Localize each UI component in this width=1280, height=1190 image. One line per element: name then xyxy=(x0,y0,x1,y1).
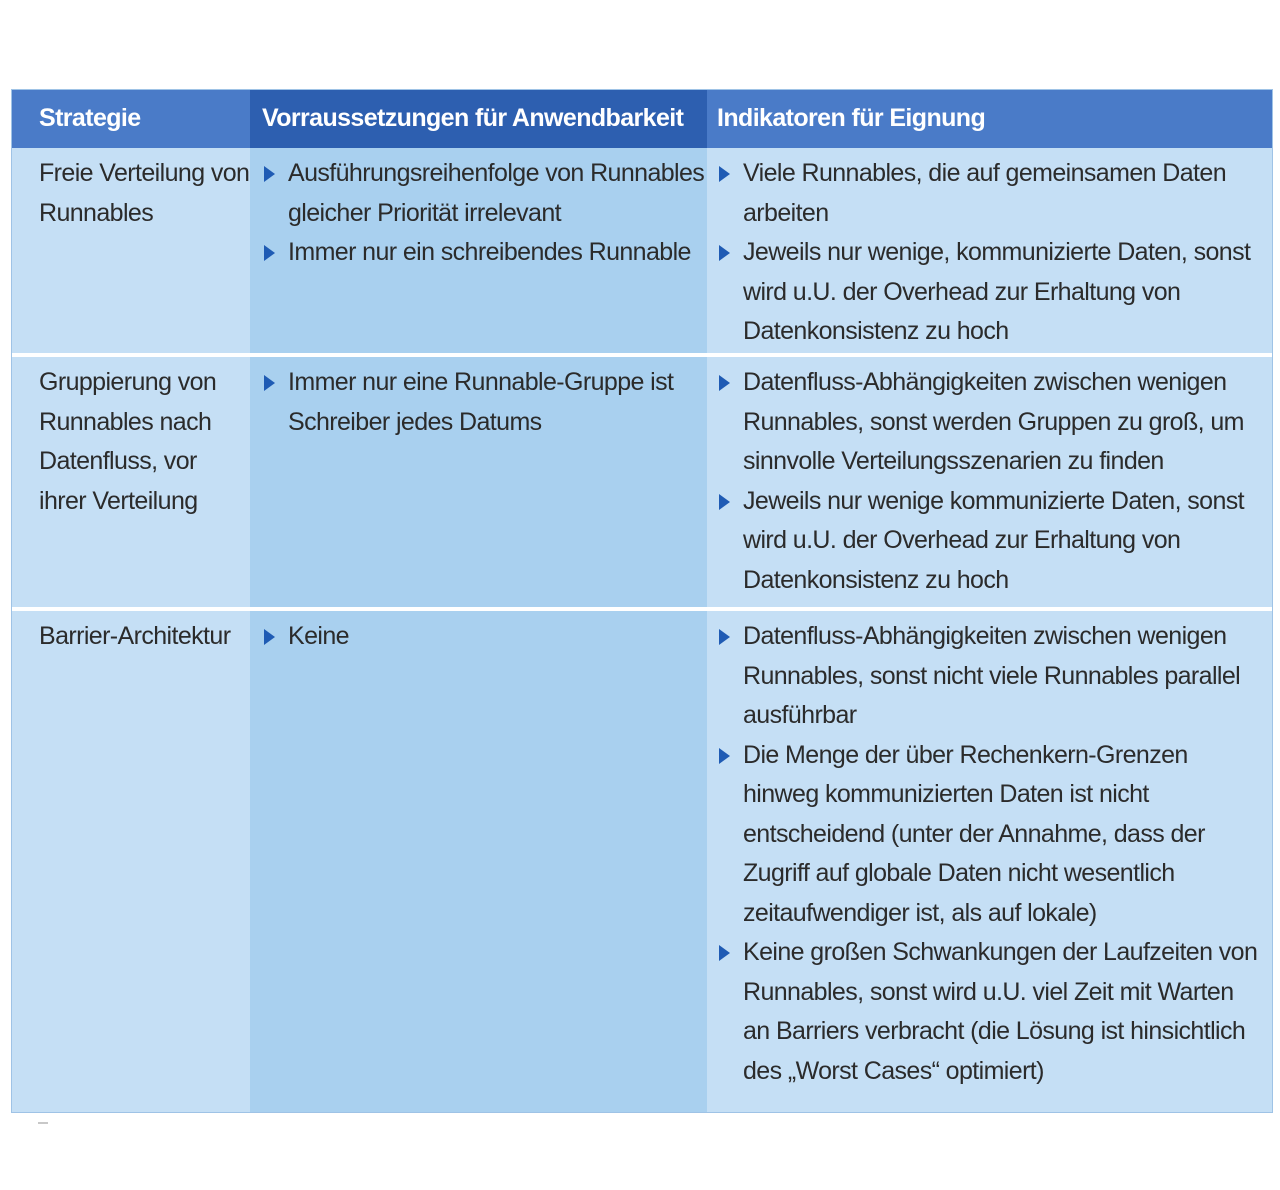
list-item xyxy=(719,933,1262,1091)
bullet-arrow-icon xyxy=(264,629,275,645)
list-item xyxy=(719,482,1262,601)
bullet-arrow-icon xyxy=(264,245,275,261)
table-row xyxy=(12,357,1272,607)
table-row xyxy=(12,611,1272,1112)
indicator-text: Die Menge der über Rechenkern-Grenzen hinweg kommunizierten Daten ist nicht entscheidend (unter der Annahme, dass der Zugriff auf globale Daten nicht wesentlich zeitaufwendiger ist, als auf lokale) xyxy=(743,740,1205,927)
list-item xyxy=(264,617,707,657)
indicator-text: Keine großen Schwankungen der Laufzeiten von Runnables, sonst wird u.U. viel Zeit mit Warten an Barriers verbracht (die Lösung ist hinsichtlich des „Worst Cases“ optimiert) xyxy=(743,938,1258,1085)
prerequisite-text: Ausführungsreihenfolge von Runnables gleicher Priorität irrelevant xyxy=(288,159,705,227)
list-item xyxy=(264,363,707,442)
list-item xyxy=(719,736,1262,934)
list-item xyxy=(719,617,1262,736)
footnote-mark xyxy=(38,1122,48,1124)
indicator-text: Viele Runnables, die auf gemeinsamen Daten arbeiten xyxy=(743,159,1227,227)
strategy-table xyxy=(11,89,1273,1113)
bullet-arrow-icon xyxy=(719,629,730,645)
bullet-arrow-icon xyxy=(264,375,275,391)
list-item xyxy=(264,154,707,233)
prerequisite-text: Immer nur ein schreibendes Runnable xyxy=(288,238,691,266)
prerequisite-text: Immer nur eine Runnable-Gruppe ist Schreiber jedes Datums xyxy=(288,368,674,436)
strategy-cell: Freie Verteilung von Runnables xyxy=(12,148,250,353)
list-item xyxy=(719,154,1262,233)
header-indicators: Indikatoren für Eignung xyxy=(707,90,1272,148)
bullet-arrow-icon xyxy=(719,748,730,764)
header-strategy: Strategie xyxy=(12,90,250,148)
header-prerequisites: Vorraussetzungen für Anwendbarkeit xyxy=(250,90,707,148)
indicators-cell xyxy=(707,611,1272,1112)
indicator-text: Datenfluss-Abhängigkeiten zwischen wenigen Runnables, sonst werden Gruppen zu groß, um sinnvolle Verteilungsszenarien zu finden xyxy=(743,368,1244,475)
strategy-cell: Barrier-Architektur xyxy=(12,611,250,1112)
indicators-cell xyxy=(707,148,1272,353)
strategy-cell: Gruppierung von Runnables nach Datenfluss, vor ihrer Verteilung xyxy=(12,357,250,607)
list-item xyxy=(264,233,707,273)
bullet-arrow-icon xyxy=(719,166,730,182)
prerequisites-cell xyxy=(250,611,707,1112)
bullet-arrow-icon xyxy=(264,166,275,182)
table-header-row xyxy=(12,90,1272,148)
bullet-arrow-icon xyxy=(719,375,730,391)
indicator-text: Datenfluss-Abhängigkeiten zwischen wenigen Runnables, sonst nicht viele Runnables parallel ausführbar xyxy=(743,622,1241,729)
bullet-arrow-icon xyxy=(719,245,730,261)
bullet-arrow-icon xyxy=(719,945,730,961)
list-item xyxy=(719,363,1262,482)
indicator-text: Jeweils nur wenige, kommunizierte Daten, sonst wird u.U. der Overhead zur Erhaltung von Datenkonsistenz zu hoch xyxy=(743,238,1251,345)
indicators-cell xyxy=(707,357,1272,607)
list-item xyxy=(719,233,1262,352)
indicator-text: Jeweils nur wenige kommunizierte Daten, sonst wird u.U. der Overhead zur Erhaltung von Datenkonsistenz zu hoch xyxy=(743,486,1245,594)
prerequisite-text: Keine xyxy=(288,622,349,650)
prerequisites-cell xyxy=(250,357,707,607)
bullet-arrow-icon xyxy=(719,494,730,510)
prerequisites-cell xyxy=(250,148,707,353)
table-row xyxy=(12,148,1272,353)
